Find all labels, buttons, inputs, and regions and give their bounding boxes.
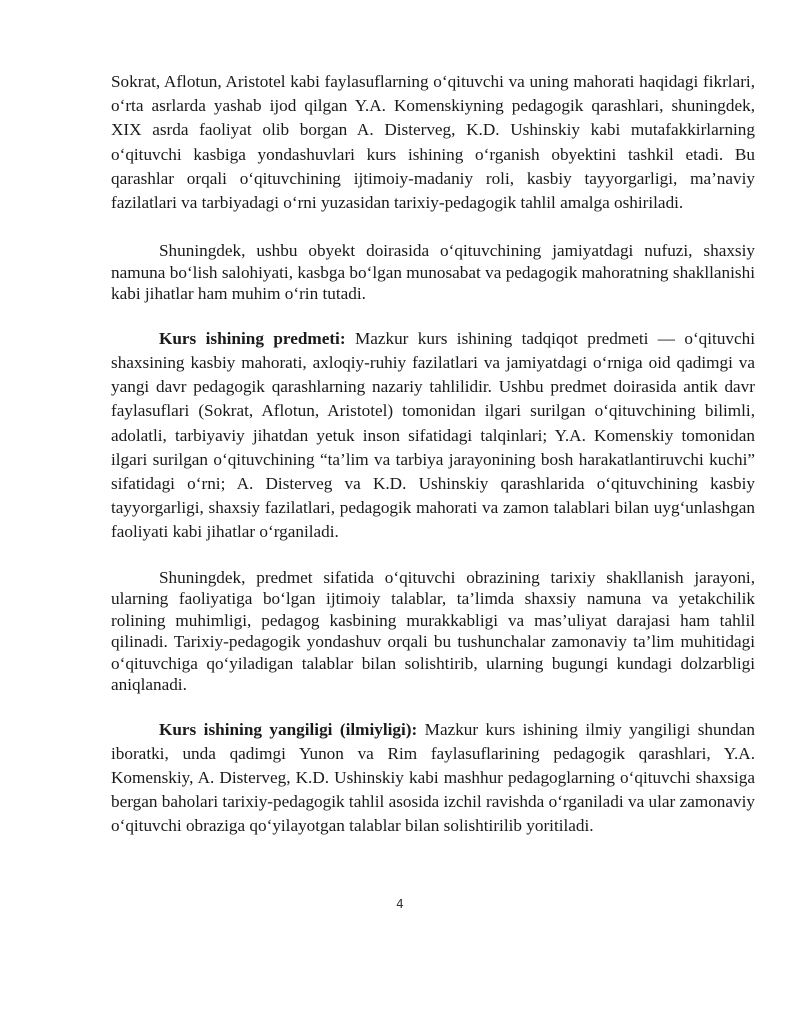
paragraph-text: Mazkur kurs ishining tadqiqot predmeti — o‘qituvchi shaxsining kasbiy mahorati, axloqiy-ruhiy fazilatlari va jamiyatdagi o‘rniga oid qadimgi va yangi davr pedagogik qarashlarning nazariy tahlilidir. Ushbu predmet doirasida antik davr faylasuflari (Sokrat, Aflotun, Aristotel) tomonidan ilgari surilgan o‘qituvchining bilimli, adolatli, tarbiyaviy jihatdan yetuk inson sifatidagi talqinlari; Y.A. Komenskiy tomonidan ilgari surilgan o‘qituvchining “ta’lim va tarbiya jarayonining bosh harakatlantiruvchi kuchi” sifatidagi o‘rni; A. Disterveg va K.D. Ushinskiy qarashlarida o‘qituvchining kasbiy tayyorgarligi, shaxsiy fazilatlari, pedagogik mahorati va zamon talablari bilan uyg‘unlashgan faoliyati kabi jihatlar o‘rganiladi.	[111, 328, 756, 542]
paragraph-subject	[111, 327, 755, 545]
paragraph-object-of-study	[111, 70, 755, 215]
paragraph-heading: Kurs ishining predmeti:	[159, 328, 346, 348]
paragraph-text: Shuningdek, ushbu obyekt doirasida o‘qituvchining jamiyatdagi nufuzi, shaxsiy namuna bo‘lish salohiyati, kasbga bo‘lgan munosabat va pedagogik mahoratning shakllanishi kabi jihatlar ham muhim o‘rin tutadi.	[111, 241, 755, 304]
document-page	[111, 70, 755, 839]
paragraph-novelty	[111, 718, 755, 839]
paragraph-text: Sokrat, Aflotun, Aristotel kabi faylasuflarning o‘qituvchi va uning mahorati haqidagi fikrlari, o‘rta asrlarda yashab ijod qilgan Y.A. Komenskiyning pedagogik qarashlari, shuningdek, XIX asrda faoliyat olib borgan A. Disterveg, K.D. Ushinskiy kabi mutafakkirlarning o‘qituvchi kasbiga yondashuvlari kurs ishining o‘rganish obyektini tashkil etadi. Bu qarashlar orqali o‘qituvchining ijtimoiy-madaniy roli, kasbiy tayyorgarligi, ma’naviy fazilatlari va tarbiyadagi o‘rni yuzasidan tarixiy-pedagogik tahlil amalga oshiriladi.	[111, 72, 755, 213]
paragraph-object-scope	[111, 240, 755, 305]
paragraph-text: Mazkur kurs ishining ilmiy yangiligi shundan iboratki, unda qadimgi Yunon va Rim faylasuflarining pedagogik qarashlari, Y.A. Komenskiy, A. Disterveg, K.D. Ushinskiy kabi mashhur pedagoglarning o‘qituvchi shaxsiga bergan baholari tarixiy-pedagogik tahlil asosida izchil ravishda o‘rganiladi va ular zamonaviy o‘qituvchi obraziga qo‘yilayotgan talablar bilan solishtirilib yoritiladi.	[111, 719, 755, 836]
paragraph-heading: Kurs ishining yangiligi (ilmiyligi):	[159, 719, 418, 739]
paragraph-text: Shuningdek, predmet sifatida o‘qituvchi obrazining tarixiy shakllanish jarayoni, ularning faoliyatiga bo‘lgan ijtimoiy talablar, ta’limda shaxsiy namuna va yetakchilik rolining muhimligi, pedagog kasbining murakkabligi va mas’uliyat darajasi ham tahlil qilinadi. Tarixiy-pedagogik yondashuv orqali bu tushunchalar zamonaviy ta’lim muhitidagi o‘qituvchiga qo‘yiladigan talablar bilan solishtirib, ularning bugungi kundagi dolzarbligi aniqlanadi.	[111, 567, 755, 695]
paragraph-subject-scope	[111, 567, 755, 696]
page-number: 4	[396, 897, 404, 911]
